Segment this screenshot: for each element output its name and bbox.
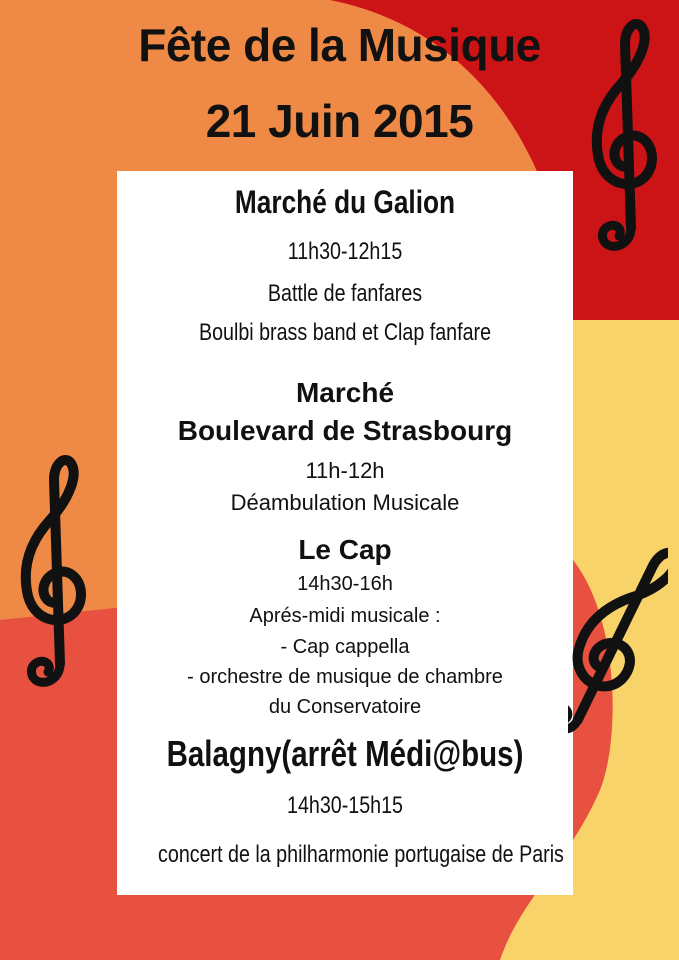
event-place: Marché [295, 377, 395, 408]
poster-title: Fête de la Musique [138, 19, 541, 71]
event-place: Le Cap [298, 534, 392, 565]
event-time: 14h30-16h [297, 573, 393, 595]
event-description: - orchestre de musique de chambre [187, 666, 503, 688]
event-place: Balagny(arrêt Médi@bus) [166, 733, 524, 774]
treble-clef-icon [568, 530, 668, 750]
event-description: du Conservatoire [268, 696, 422, 718]
poster-date: 21 Juin 2015 [205, 95, 474, 147]
treble-clef-icon [14, 450, 94, 690]
event-description: Aprés-midi musicale : [249, 605, 441, 627]
event-description: Déambulation Musicale [230, 490, 460, 515]
event-place: Marché du Galion [234, 184, 456, 220]
event-time: 11h-12h [305, 458, 385, 483]
event-description: - Cap cappella [280, 636, 410, 658]
event-description: Boulbi brass band et Clap fanfare [198, 319, 492, 346]
event-time: 14h30-15h15 [286, 792, 404, 819]
event-description: Battle de fanfares [267, 280, 423, 307]
treble-clef-icon [585, 14, 665, 254]
event-place: Boulevard de Strasbourg [177, 415, 513, 446]
event-time: 11h30-12h15 [287, 238, 403, 265]
event-description: concert de la philharmonie portugaise de Paris [158, 841, 564, 868]
